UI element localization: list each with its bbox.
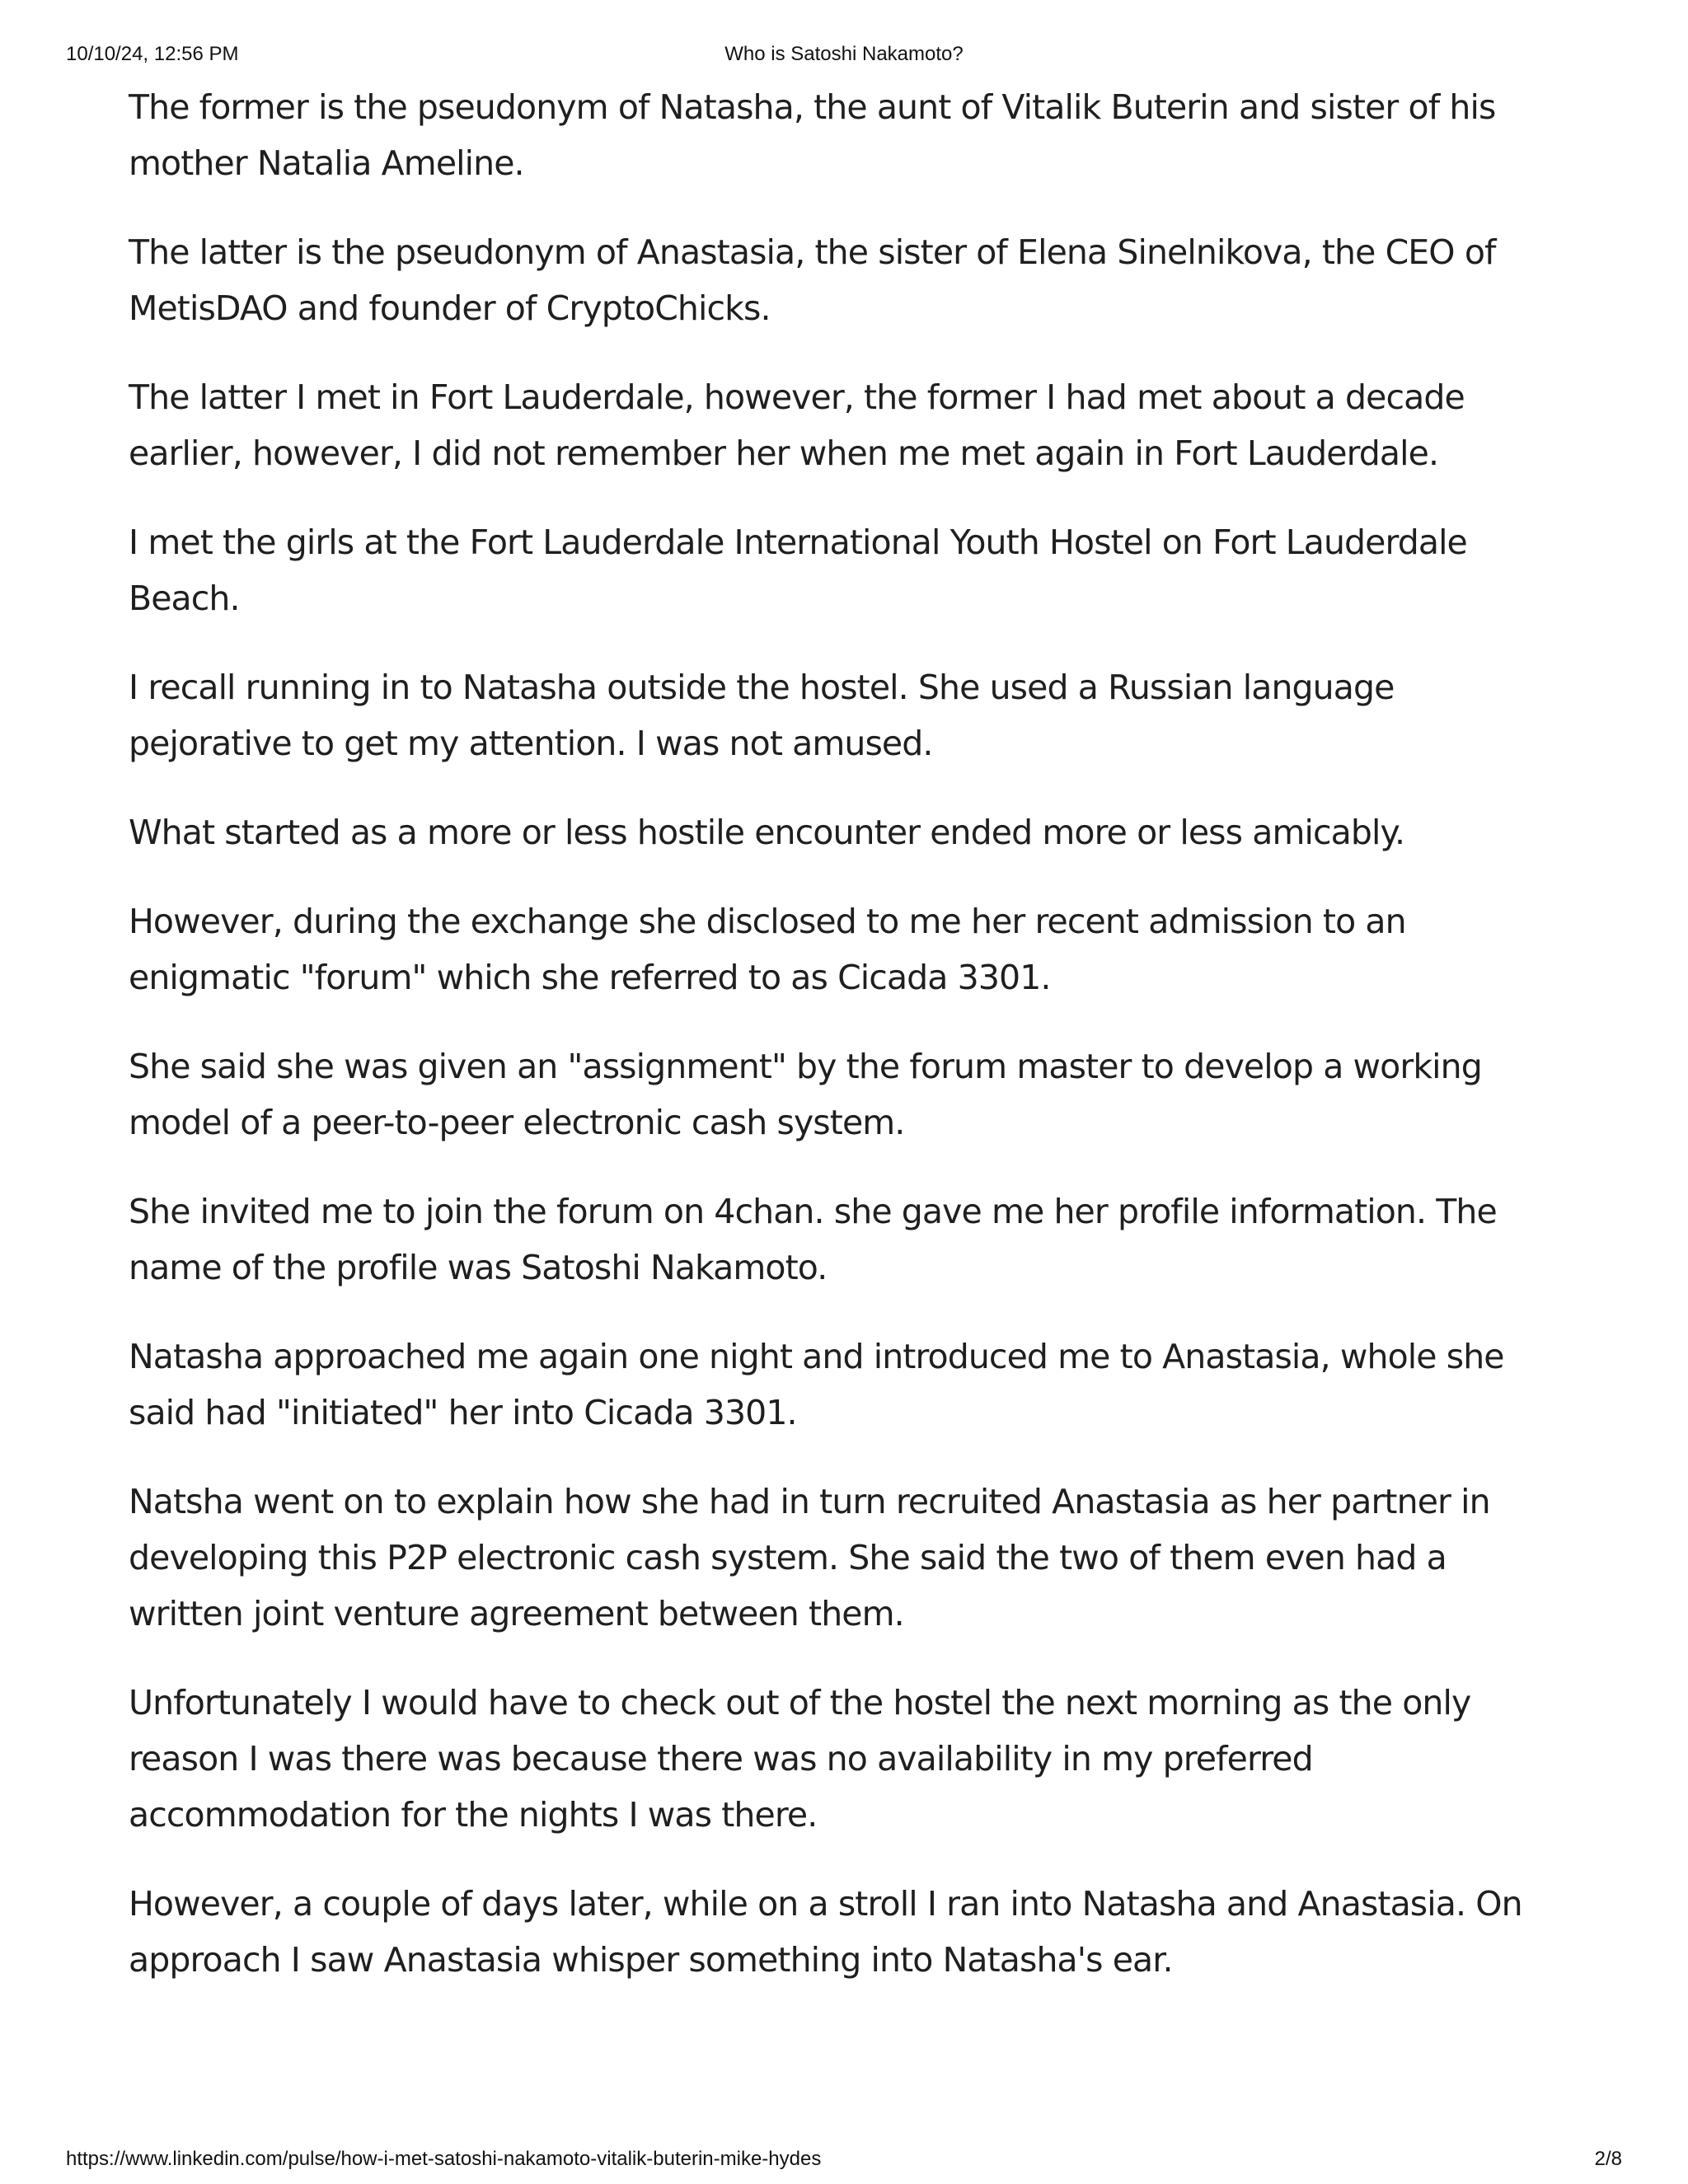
paragraph: She said she was given an "assignment" by the forum master to develop a working model of a peer-to-peer electronic cash system.	[129, 1047, 1482, 1142]
paragraph: I recall running in to Natasha outside the hostel. She used a Russian language pejorative to get my attention. I was not amused.	[129, 668, 1395, 763]
print-page-title: Who is Satoshi Nakamoto?	[724, 43, 964, 65]
paragraph: The latter is the pseudonym of Anastasia, the sister of Elena Sinelnikova, the CEO of MetisDAO and founder of CryptoChicks.	[129, 232, 1496, 328]
paragraph: The former is the pseudonym of Natasha, the aunt of Vitalik Buterin and sister of his mother Natalia Ameline.	[129, 87, 1496, 183]
print-header	[0, 43, 1688, 69]
paragraph: Natsha went on to explain how she had in turn recruited Anastasia as her partner in developing this P2P electronic cash system. She said the two of them even had a written joint venture agreement between them.	[129, 1482, 1490, 1633]
paragraph: What started as a more or less hostile encounter ended more or less amicably.	[129, 813, 1405, 852]
page-url: https://www.linkedin.com/pulse/how-i-met-satoshi-nakamoto-vitalik-buterin-mike-hydes	[66, 2148, 822, 2170]
paragraph: Unfortunately I would have to check out of the hostel the next morning as the only reason I was there was because there was no availability in my preferred accommodation for the nights I was there.	[129, 1683, 1471, 1835]
print-datetime: 10/10/24, 12:56 PM	[66, 43, 239, 65]
page-number: 2/8	[1594, 2148, 1622, 2170]
article-body	[129, 79, 1546, 2021]
paragraph: However, during the exchange she disclosed to me her recent admission to an enigmatic "forum" which she referred to as Cicada 3301.	[129, 902, 1406, 997]
paragraph: However, a couple of days later, while on a stroll I ran into Natasha and Anastasia. On approach I saw Anastasia whisper something into Natasha's ear.	[129, 1884, 1522, 1980]
paragraph: She invited me to join the forum on 4chan. she gave me her profile information. The name of the profile was Satoshi Nakamoto.	[129, 1192, 1497, 1287]
print-footer	[0, 2148, 1688, 2174]
paragraph: The latter I met in Fort Lauderdale, however, the former I had met about a decade earlier, however, I did not remember her when me met again in Fort Lauderdale.	[129, 377, 1465, 473]
paragraph: Natasha approached me again one night and introduced me to Anastasia, whole she said had "initiated" her into Cicada 3301.	[129, 1337, 1504, 1432]
paragraph: I met the girls at the Fort Lauderdale International Youth Hostel on Fort Lauderdale Beach.	[129, 523, 1467, 618]
